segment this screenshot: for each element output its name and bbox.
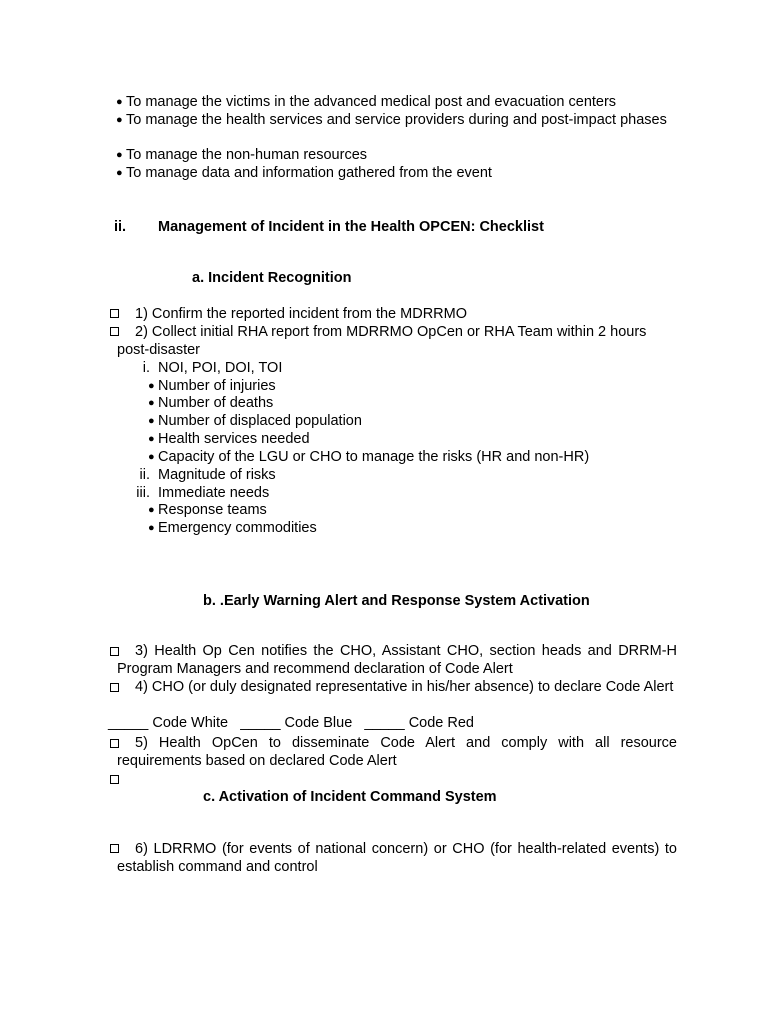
- sub-item-i: NOI, POI, DOI, TOI: [158, 360, 283, 376]
- bullet-item: [148, 412, 362, 430]
- bullet-text: Capacity of the LGU or CHO to manage the risks (HR and non-HR): [158, 449, 590, 465]
- checklist-item-1: 1) Confirm the reported incident from the MDRRMO: [135, 306, 467, 322]
- checkbox-empty[interactable]: [110, 775, 119, 784]
- sub-item-ii: Magnitude of risks: [158, 467, 276, 483]
- bullet-icon: ●: [116, 114, 123, 126]
- bullet-icon: ●: [116, 96, 123, 108]
- bullet-item: [148, 519, 317, 537]
- subsection-a-title: a. Incident Recognition: [192, 270, 352, 286]
- subsection-b-title: b. .Early Warning Alert and Response System Activation: [203, 593, 590, 609]
- checklist-item-4: 4) CHO (or duly designated representative in his/her absence) to declare Code Alert: [135, 679, 674, 695]
- checklist-item-6: 6) LDRRMO (for events of national concern) or CHO (for health-related events) to establish command and control: [117, 841, 677, 875]
- bullet-text: To manage the victims in the advanced medical post and evacuation centers: [126, 94, 617, 110]
- bullet-text: Number of deaths: [158, 395, 274, 411]
- bullet-text: Number of displaced population: [158, 413, 362, 429]
- bullet-item: [116, 164, 678, 182]
- checklist-item-3: 3) Health Op Cen notifies the CHO, Assistant CHO, section heads and DRRM-H Program Managers and recommend declaration of Code Alert: [117, 643, 677, 677]
- code-alert-options: _____ Code White _____ Code Blue _____ Code Red: [108, 715, 474, 731]
- roman-marker-ii: ii.: [139, 467, 150, 483]
- bullet-item: [116, 146, 678, 164]
- bullet-icon: ●: [148, 397, 155, 409]
- section-number: ii.: [114, 219, 127, 235]
- bullet-icon: ●: [116, 149, 123, 161]
- bullet-text: Response teams: [158, 502, 267, 518]
- subsection-c-title: c. Activation of Incident Command System: [203, 789, 497, 805]
- bullet-text: Number of injuries: [158, 378, 276, 394]
- checklist-item-2: 2) Collect initial RHA report from MDRRMO OpCen or RHA Team within 2 hours post-disaster: [117, 324, 647, 358]
- bullet-icon: ●: [148, 380, 155, 392]
- bullet-item: [116, 93, 678, 111]
- bullet-item: [148, 394, 274, 412]
- bullet-text: To manage the health services and service providers during and post-impact phases: [126, 112, 667, 128]
- checklist-item-5: 5) Health OpCen to disseminate Code Alert and comply with all resource requirements based on declared Code Alert: [117, 735, 677, 769]
- bullet-item: [148, 448, 590, 466]
- roman-marker-i: i.: [142, 360, 150, 376]
- bullet-icon: ●: [148, 451, 155, 463]
- checkbox-item-1[interactable]: [110, 309, 119, 318]
- bullet-text: Health services needed: [158, 431, 310, 447]
- bullet-text: To manage data and information gathered from the event: [126, 165, 492, 181]
- sub-item-iii: Immediate needs: [158, 485, 270, 501]
- bullet-item: [148, 501, 267, 519]
- section-title: Management of Incident in the Health OPCEN: Checklist: [158, 219, 544, 235]
- bullet-item: [148, 430, 310, 448]
- bullet-icon: ●: [148, 504, 155, 516]
- roman-marker-iii: iii.: [136, 485, 150, 501]
- bullet-text: Emergency commodities: [158, 520, 317, 536]
- bullet-text: To manage the non-human resources: [126, 147, 368, 163]
- bullet-icon: ●: [148, 522, 155, 534]
- bullet-item: [116, 111, 678, 129]
- bullet-icon: ●: [116, 167, 123, 179]
- bullet-icon: ●: [148, 415, 155, 427]
- bullet-icon: ●: [148, 433, 155, 445]
- bullet-item: [148, 377, 276, 395]
